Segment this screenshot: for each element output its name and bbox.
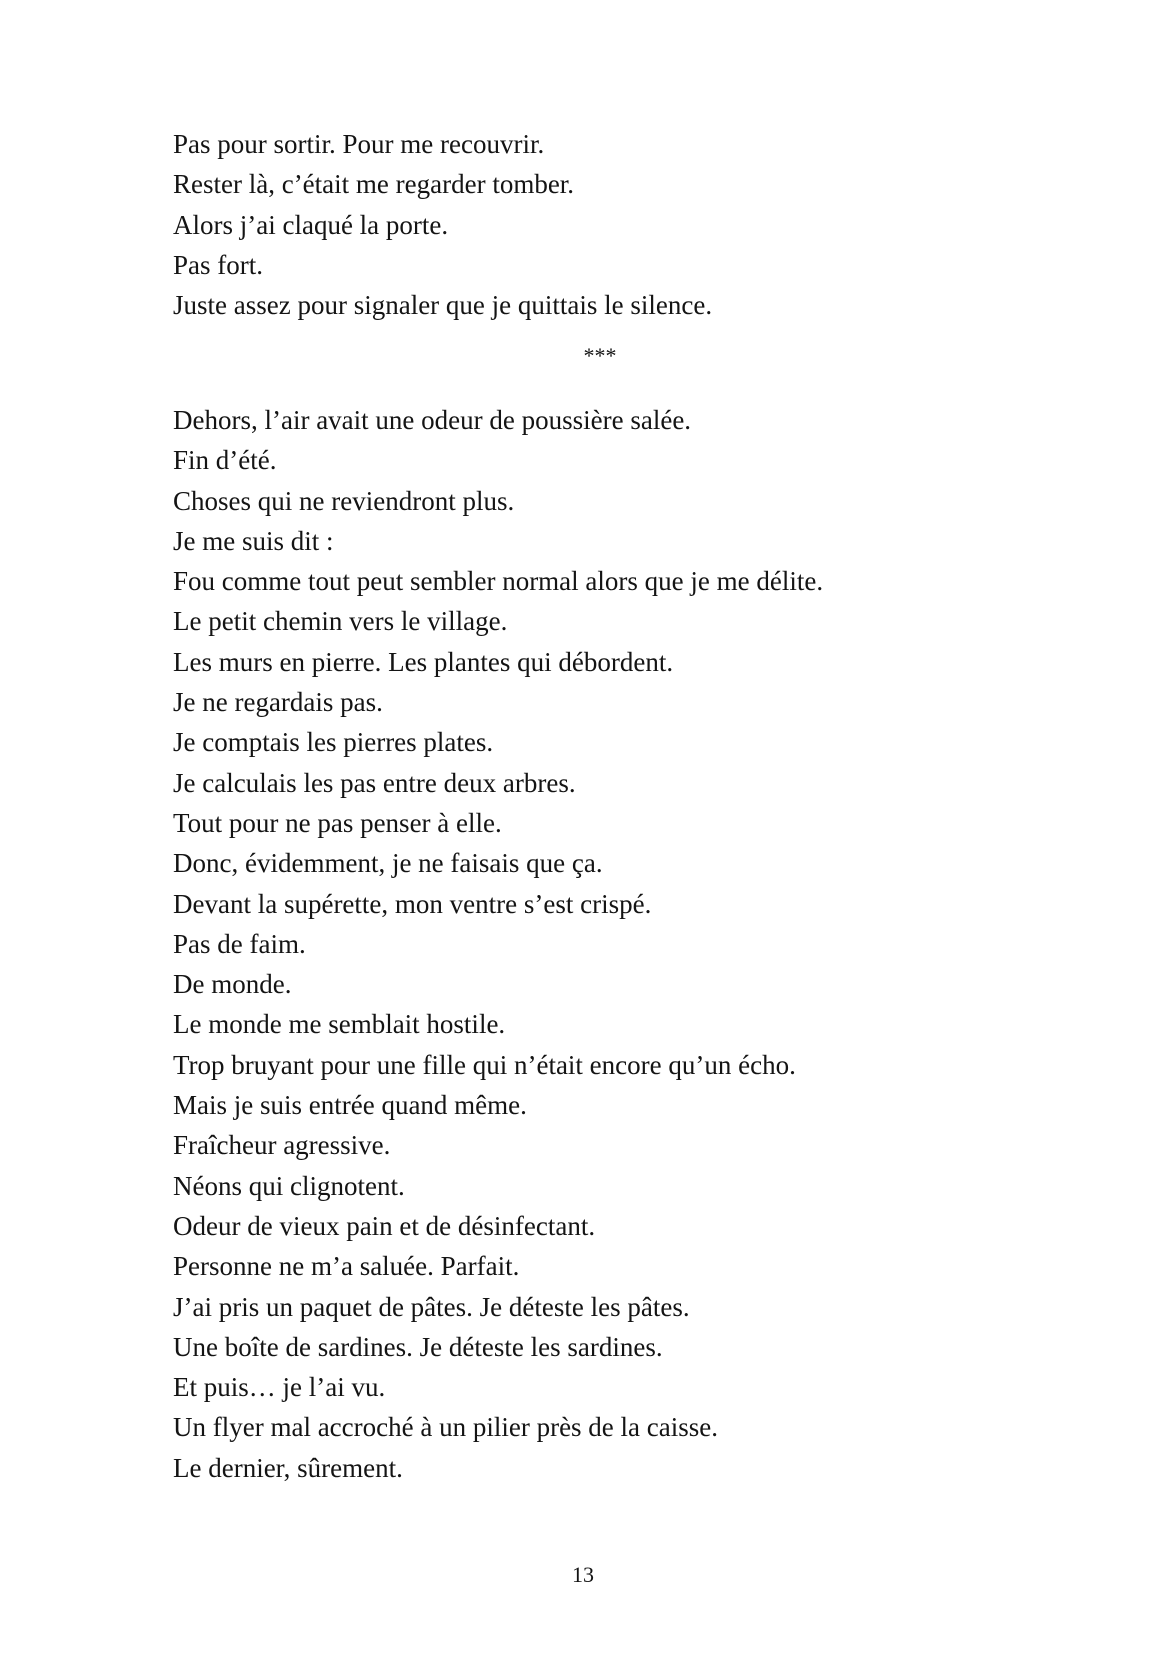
text-line: Dehors, l’air avait une odeur de poussière salée. [173, 405, 692, 435]
text-line: Pas fort. [173, 249, 263, 280]
text-section-1 [173, 124, 1073, 325]
text-line: Tout pour ne pas penser à elle. [173, 807, 502, 838]
text-section-2 [173, 400, 1073, 1488]
text-line: Devant la supérette, mon ventre s’est crispé. [173, 888, 652, 919]
text-line: Juste assez pour signaler que je quittais le silence. [173, 290, 713, 321]
page-number-text: 13 [572, 1562, 594, 1587]
text-line: Le monde me semblait hostile. [173, 1009, 506, 1040]
text-line: Odeur de vieux pain et de désinfectant. [173, 1210, 596, 1241]
text-line: Alors j’ai claqué la porte. [173, 209, 449, 240]
text-line: Fou comme tout peut sembler normal alors que je me délite. [173, 566, 824, 597]
text-line: Trop bruyant pour une fille qui n’était encore qu’un écho. [173, 1049, 796, 1080]
text-line: Un flyer mal accroché à un pilier près de la caisse. [173, 1412, 718, 1443]
text-line: Je comptais les pierres plates. [173, 727, 494, 758]
text-line: Une boîte de sardines. Je déteste les sardines. [173, 1331, 663, 1362]
section-separator [0, 341, 1164, 371]
text-line: Fin d’été. [173, 445, 277, 476]
text-line: Rester là, c’était me regarder tomber. [173, 169, 575, 200]
text-line: Néons qui clignotent. [173, 1170, 405, 1201]
text-line: Mais je suis entrée quand même. [173, 1090, 527, 1121]
text-line: De monde. [173, 969, 292, 1000]
text-line: Personne ne m’a saluée. Parfait. [173, 1251, 520, 1282]
text-line: Pas de faim. [173, 928, 306, 959]
text-line: J’ai pris un paquet de pâtes. Je déteste les pâtes. [173, 1291, 690, 1322]
text-line: Et puis… je l’ai vu. [173, 1372, 386, 1403]
text-line: Le petit chemin vers le village. [173, 606, 508, 637]
text-line: Les murs en pierre. Les plantes qui débordent. [173, 646, 674, 677]
separator-text: *** [583, 343, 617, 368]
page-number [0, 1560, 1164, 1590]
text-line: Je ne regardais pas. [173, 687, 383, 718]
text-line: Donc, évidemment, je ne faisais que ça. [173, 848, 603, 879]
text-line: Choses qui ne reviendront plus. [173, 485, 515, 516]
text-line: Fraîcheur agressive. [173, 1130, 391, 1161]
text-line: Pas pour sortir. Pour me recouvrir. [173, 129, 545, 159]
text-line: Je calculais les pas entre deux arbres. [173, 767, 576, 798]
text-line: Je me suis dit : [173, 525, 334, 556]
text-line: Le dernier, sûrement. [173, 1452, 403, 1483]
